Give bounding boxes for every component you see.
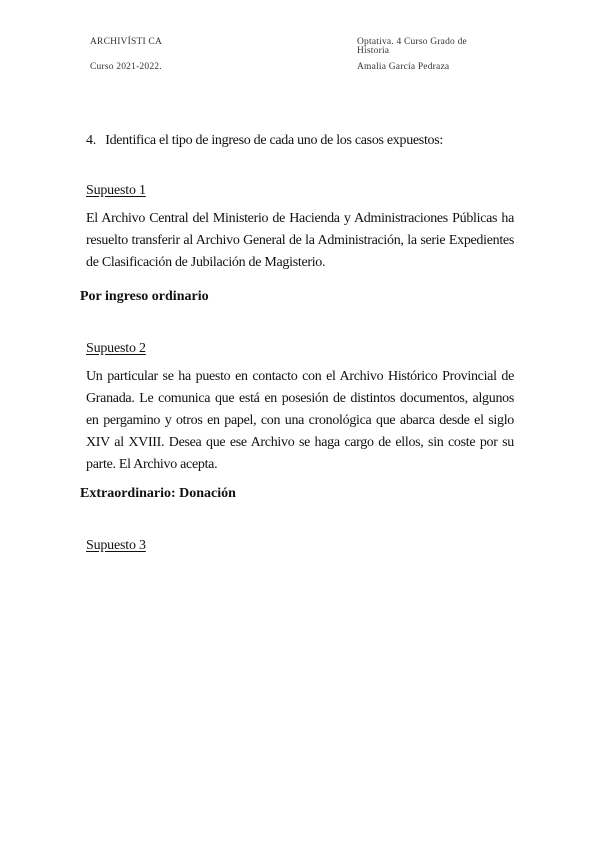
- case-2-answer: Extraordinario: Donación: [80, 486, 236, 501]
- header-author: Amalia García Pedraza: [357, 62, 450, 72]
- header-course: Curso 2021-2022.: [90, 62, 162, 72]
- header-subject-description: Optativa. 4 Curso Grado de Historia: [357, 37, 467, 56]
- case-1-text: El Archivo Central del Ministerio de Hacienda y Administraciones Públicas ha resuelto transferir al Archivo General de la Administración, la serie Expedientes de Clasificación de Jubilación de Magisterio.: [86, 211, 514, 270]
- case-2-text: Un particular se ha puesto en contacto con el Archivo Histórico Provincial de Granada. Le comunica que está en posesión de distintos documentos, algunos en pergamino y otros en papel, con una cronológica que abarca desde el siglo XIV al XVIII. Desea que ese Archivo se haga cargo de ellos, sin coste por su parte. El Archivo acepta.: [86, 369, 514, 472]
- case-3-title: Supuesto 3: [86, 538, 146, 553]
- case-1-answer: Por ingreso ordinario: [80, 289, 209, 304]
- case-1-title: Supuesto 1: [86, 183, 146, 198]
- question-number: 4.: [86, 133, 96, 148]
- question-text: Identifica el tipo de ingreso de cada uno de los casos expuestos:: [105, 133, 443, 148]
- question-heading: [86, 133, 443, 149]
- header-subject-title: ARCHIVÍSTI CA: [90, 37, 163, 47]
- case-2-title: Supuesto 2: [86, 341, 146, 356]
